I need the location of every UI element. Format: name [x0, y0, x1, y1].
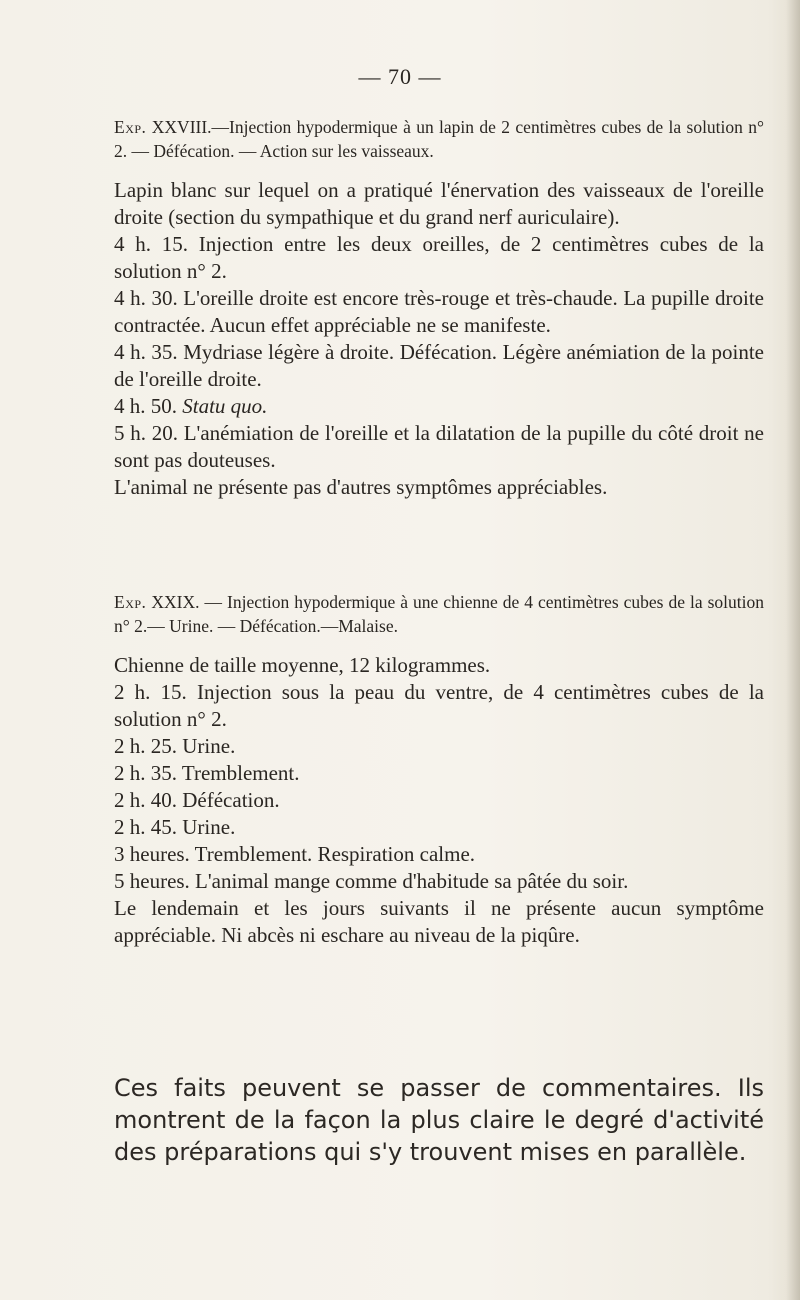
exp29-line-4: 2 h. 35. Tremblement. [114, 761, 300, 785]
exp28-line-3: 4 h. 30. L'oreille droite est encore très-rouge et très-chaude. La pupille droite contractée. Aucun effet appréciable ne se manifeste. [114, 286, 764, 337]
exp28-line-6: L'animal ne présente pas d'autres symptômes appréciables. [114, 475, 608, 499]
statu-time: 4 h. 50. [114, 394, 177, 418]
page-edge-shadow [786, 0, 800, 1300]
statu-text: Statu quo. [182, 394, 268, 418]
page-number: — 70 — [358, 64, 442, 89]
exp29-line-2: 2 h. 15. Injection sous la peau du ventre, de 4 centimètres cubes de la solution n° 2. [114, 680, 764, 731]
exp29-line-9: Le lendemain et les jours suivants il ne présente aucun symptôme appréciable. Ni abcès ni eschare au niveau de la piqûre. [114, 896, 764, 947]
exp29-line-5: 2 h. 40. Défécation. [114, 788, 280, 812]
heading-label: Exp. [114, 592, 147, 612]
exp28-line-1: Lapin blanc sur lequel on a pratiqué l'énervation des vaisseaux de l'oreille droite (section du sympathique et du grand nerf auriculaire). [114, 178, 764, 229]
experiment-28-heading [114, 115, 764, 163]
exp29-line-7: 3 heures. Tremblement. Respiration calme. [114, 842, 476, 866]
conclusion-paragraph: Ces faits peuvent se passer de commentaires. Ils montrent de la façon la plus claire le degré d'activité des préparations qui s'y trouvent mises en parallèle. [114, 1074, 764, 1166]
experiment-29-heading [114, 590, 764, 638]
exp29-line-6: 2 h. 45. Urine. [114, 815, 236, 839]
experiment-28 [114, 115, 764, 501]
experiment-29 [114, 590, 764, 949]
exp29-line-1: Chienne de taille moyenne, 12 kilogrammes. [114, 653, 491, 677]
heading-label: Exp. [114, 117, 147, 137]
heading-text: XXVIII.—Injection hypodermique à un lapin de 2 centimètres cubes de la solution n° 2. — Défécation. — Action sur les vaisseaux. [114, 117, 765, 161]
heading-text: XXIX. — Injection hypodermique à une chienne de 4 centimètres cubes de la solution n° 2.— Urine. — Défécation.—Malaise. [114, 592, 764, 636]
exp28-line-5: 5 h. 20. L'anémiation de l'oreille et la dilatation de la pupille du côté droit ne sont pas douteuses. [114, 421, 764, 472]
exp28-statu-line [114, 393, 764, 420]
exp29-line-8: 5 heures. L'animal mange comme d'habitude sa pâtée du soir. [114, 869, 629, 893]
exp28-line-4: 4 h. 35. Mydriase légère à droite. Défécation. Légère anémiation de la pointe de l'oreille droite. [114, 340, 764, 391]
exp29-line-3: 2 h. 25. Urine. [114, 734, 236, 758]
exp28-line-2: 4 h. 15. Injection entre les deux oreilles, de 2 centimètres cubes de la solution n° 2. [114, 232, 764, 283]
